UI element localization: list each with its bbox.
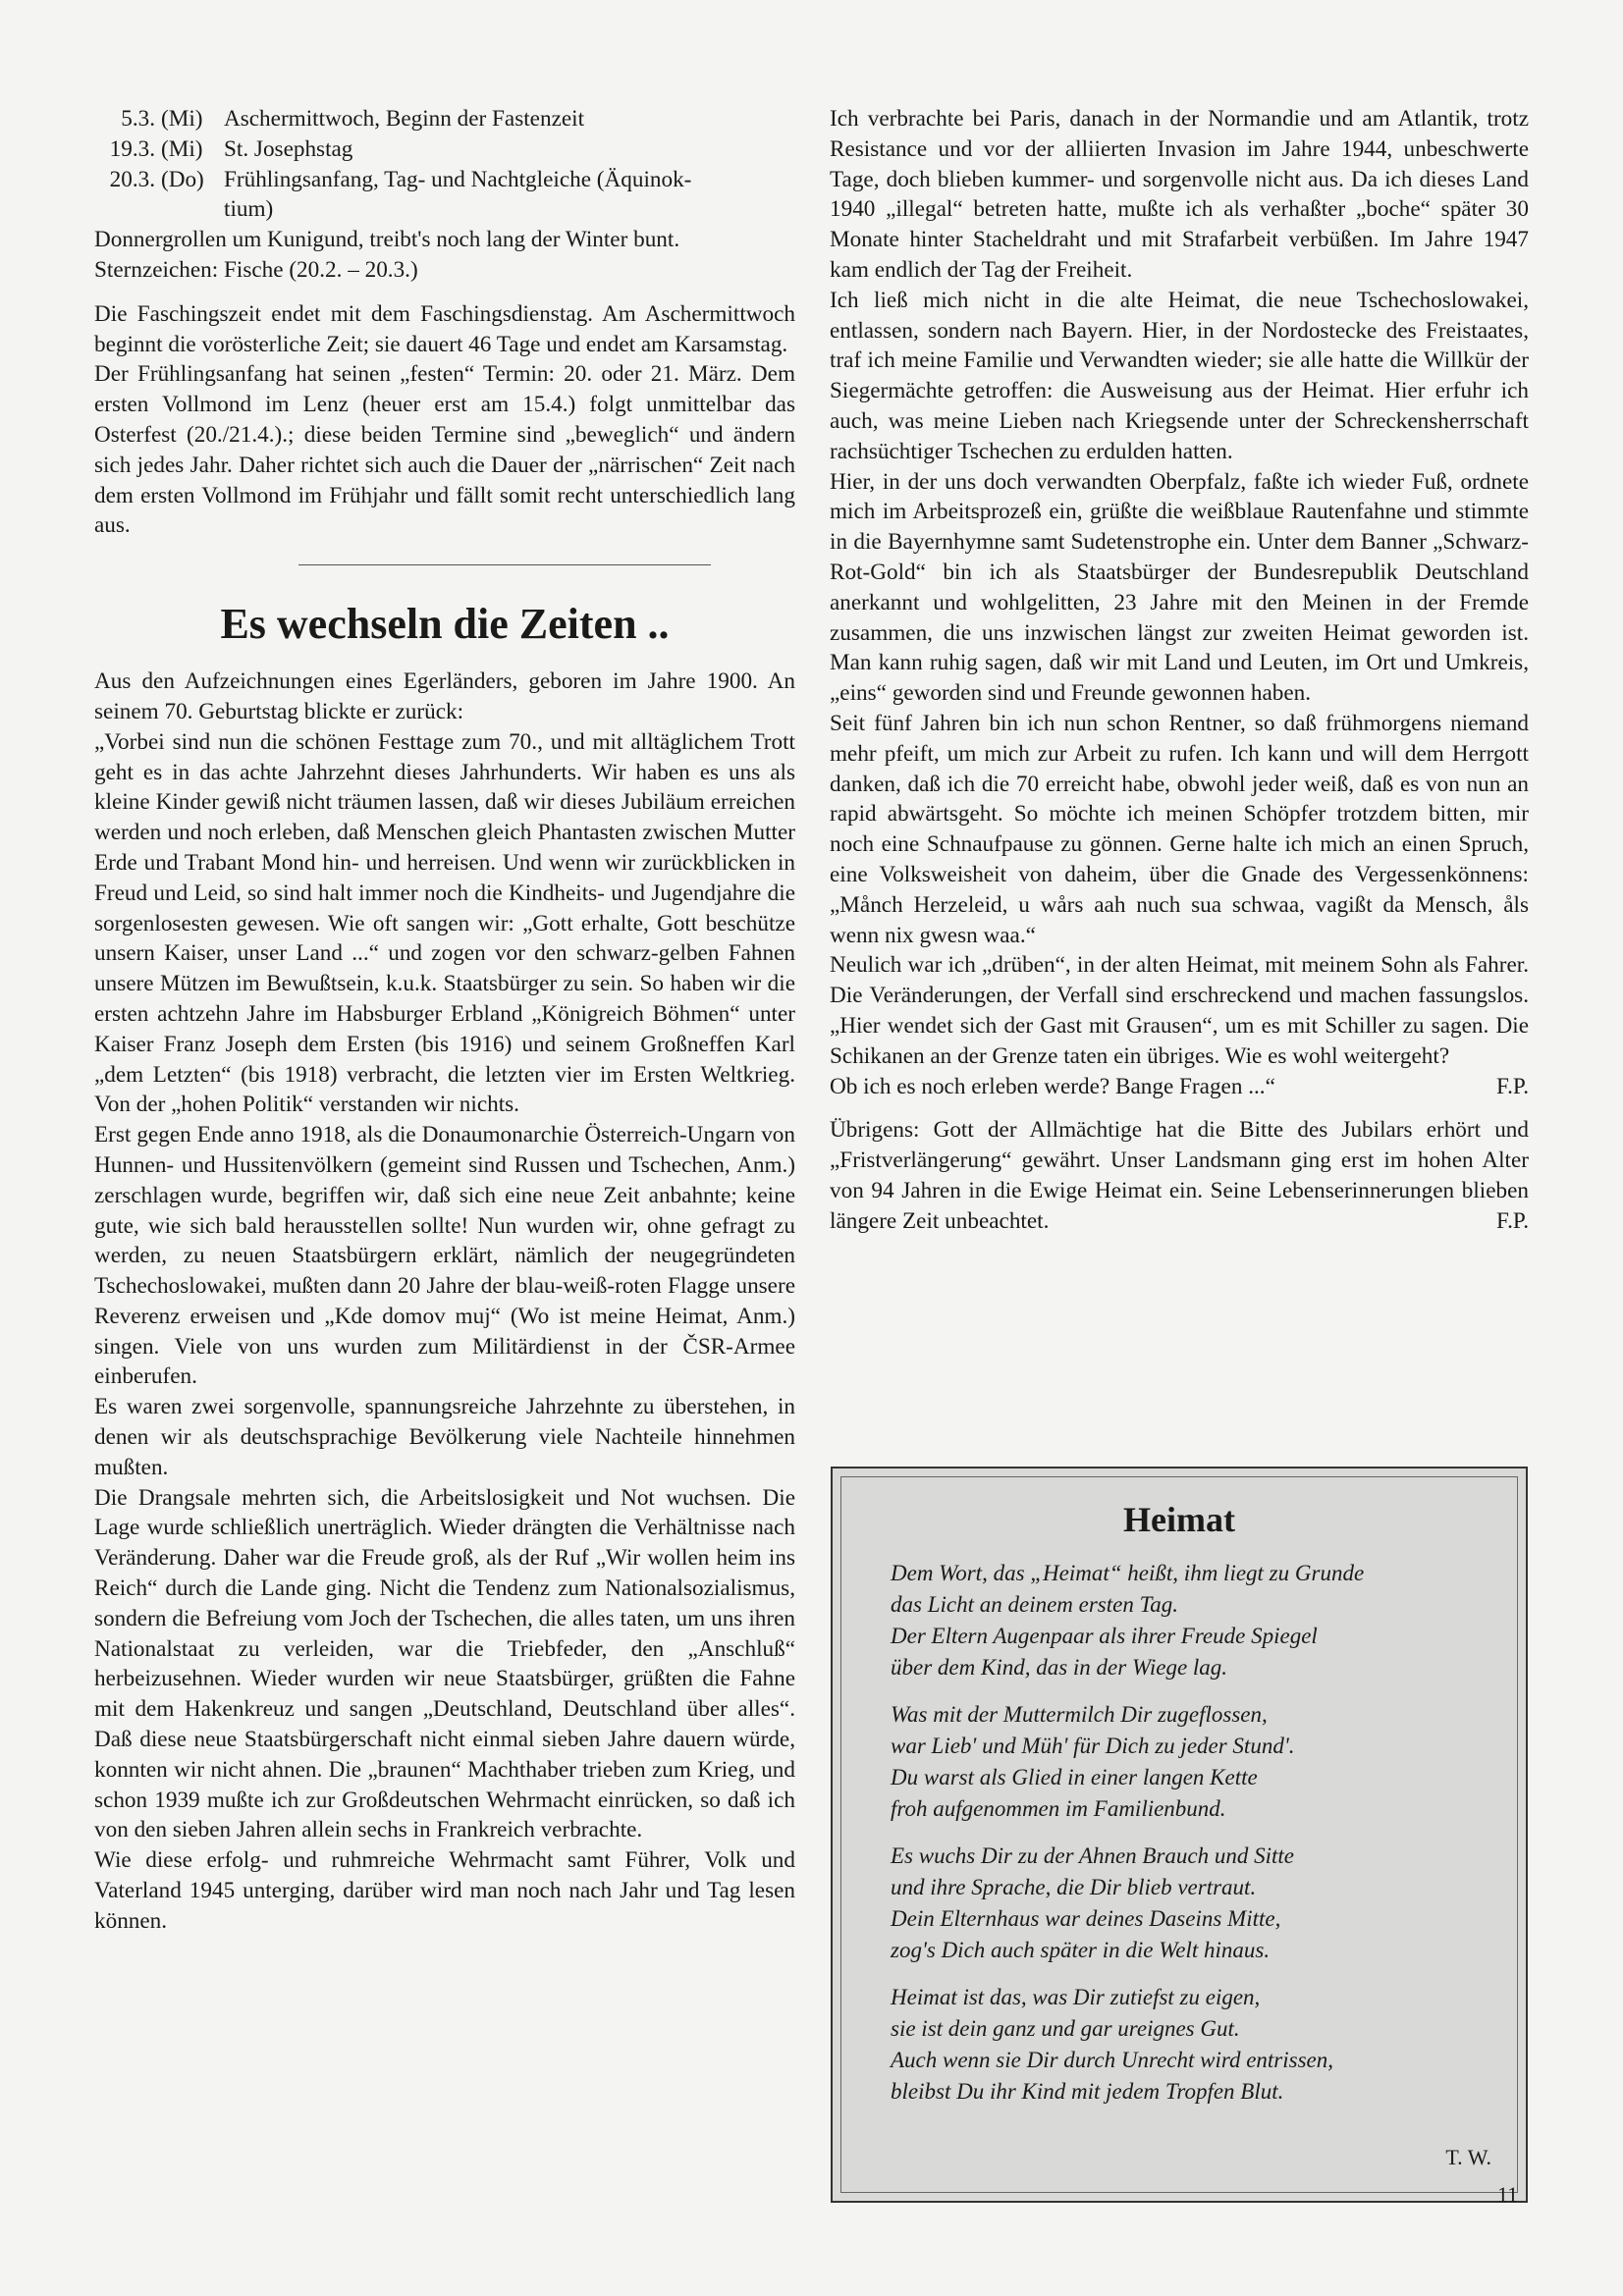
article-paragraph: Die Drangsale mehrten sich, die Arbeitslosigkeit und Not wuchsen. Die Lage wurde schließlich unerträglich. Wieder drängten die Verhältnisse nach Veränderung. Daher war die Freude groß, als der Ruf „Wir wollen heim ins Reich“ durch die Lande ging. Nicht die Tendenz zum Nationalsozialismus, sondern die Befreiung vom Joch der Tschechen, die alles taten, um uns ihren Nationalstaat zu verleiden, war die Triebfeder, den „Anschluß“ herbeizusehnen. Wieder wurden wir neue Staatsbürger, grüßten die Fahne mit dem Hakenkreuz und sangen „Deutschland, Deutschland über alles“. Daß diese neue Staatsbürgerschaft nicht einmal sieben Jahre dauern würde, konnten wir nicht ahnen. Die „braunen“ Machthaber trieben zum Krieg, und schon 1939 mußte ich zur Großdeutschen Wehrmacht einrücken, so daß ich von den sieben Jahren allein sechs in Frankreich verbrachte. (94, 1484, 795, 1843)
calendar-text: Frühlingsanfang, Tag- und Nachtgleiche (Äquinok- (224, 166, 692, 192)
calendar-date: 20.3. (109, 166, 155, 192)
article-headline: Es wechseln die Zeiten .. (220, 600, 670, 649)
weather-saying: Donnergrollen um Kunigund, treibt's noch lang der Winter bunt. (94, 227, 680, 253)
poem-line: über dem Kind, das in der Wiege lag. (891, 1655, 1228, 1680)
calendar-weekday: (Mi) (161, 135, 203, 162)
poem-line: bleibst Du ihr Kind mit jedem Tropfen Blut. (891, 2079, 1284, 2104)
article-closing-line (830, 1072, 1529, 1102)
poem-line: Dem Wort, das „Heimat“ heißt, ihm liegt zu Grunde (891, 1561, 1365, 1585)
poem-stanza (891, 1699, 1517, 1825)
calendar-entry (94, 165, 795, 195)
right-column (830, 104, 1529, 1236)
calendar-weekday: (Mi) (161, 106, 203, 132)
article-paragraph: „Vorbei sind nun die schönen Festtage zum 70., und mit alltäglichem Trott geht es in das achte Jahrzehnt dieses Jahrhunderts. Wir haben es uns als kleine Kinder gewiß nicht träumen lassen, daß wir dieses Jubiläum erreichen werden und noch erleben, daß Menschen gleich Phantasten zwischen Mutter Erde und Trabant Mond hin- und herreisen. Und wenn wir zurückblicken in Freud und Leid, so sind halt immer noch die Kindheits- und Jugendjahre die sorgenlosesten gewesen. Wie oft sangen wir: „Gott erhalte, Gott beschütze unsern Kaiser, unser Land ...“ und zogen vor den schwarz-gelben Fahnen unsere Mützen im Bewußtsein, k.u.k. Staatsbürger zu sein. So haben wir die ersten achtzehn Jahre im Habsburger Erbland „Königreich Böhmen“ unter Kaiser Franz Joseph dem Ersten (bis 1916) und seinem Großneffen Karl „dem Letzten“ (bis 1918) verbracht, die letzten vier im Ersten Weltkrieg. Von der „hohen Politik“ verstanden wir nichts. (94, 728, 795, 1118)
calendar-date: 5.3. (121, 106, 155, 132)
poem-stanza (891, 1982, 1517, 2108)
article-paragraph: Wie diese erfolg- und ruhmreiche Wehrmacht samt Führer, Volk und Vaterland 1945 unterging, darüber wird man noch nach Jahr und Tag lesen können. (94, 1847, 795, 1934)
left-column (94, 104, 795, 1937)
calendar-entry (94, 134, 795, 165)
article-paragraph: Hier, in der uns doch verwandten Oberpfalz, faßte ich wieder Fuß, ordnete mich im Arbeitsprozeß ein, grüßte die weißblaue Rautenfahne und stimmte in die Bayernhymne samt Sudetenstrophe ein. Unter dem Banner „Schwarz-Rot-Gold“ bin ich als Staatsbürger der Bundesrepublik Deutschland anerkannt und wohlgelitten, 23 Jahre mit den Meinen in der Fremde zusammen, die uns inzwischen längst zur zweiten Heimat geworden ist. Man kann ruhig sagen, daß wir mit Land und Leuten, im Ort und Umkreis, „eins“ geworden sind und Freunde gewonnen haben. (830, 468, 1529, 707)
poem-line: das Licht an deinem ersten Tag. (891, 1592, 1179, 1617)
poem-box (831, 1467, 1528, 2203)
calendar-date: 19.3. (109, 135, 155, 162)
poem-line: Der Eltern Augenpaar als ihrer Freude Spiegel (891, 1624, 1318, 1648)
calendar-entry (94, 104, 795, 134)
article-paragraph: Es waren zwei sorgenvolle, spannungsreiche Jahrzehnte zu überstehen, in denen wir als deutschsprachige Bevölkerung viele Nachteile hinnehmen mußten. (94, 1394, 795, 1480)
poem-line: und ihre Sprache, die Dir blieb vertraut. (891, 1875, 1257, 1899)
poem-body (891, 1558, 1517, 2108)
poem-box-frame (840, 1476, 1518, 2193)
article-paragraph: Ich ließ mich nicht in die alte Heimat, die neue Tschechoslowakei, entlassen, sondern nach Bayern. Hier, in der Nordostecke des Freistaates, traf ich meine Familie und Verwandten wieder; sie alle hatte die Willkür der Siegermächte getroffen: die Ausweisung aus der Heimat. Hier erfuhr ich auch, was meine Lieben nach Kriegsende unter der Schreckensherrschaft rachsüchtiger Tschechen zu erdulden hatten. (830, 287, 1529, 464)
poem-line: Es wuchs Dir zu der Ahnen Brauch und Sitte (891, 1843, 1294, 1868)
calendar-weekday: (Do) (161, 166, 204, 192)
author-initials: F.P. (1496, 1207, 1529, 1234)
article-paragraph: Erst gegen Ende anno 1918, als die Donaumonarchie Österreich-Ungarn von Hunnen- und Hussitenvölkern (gemeint sind Russen und Tschechen, Anm.) zerschlagen wurde, begriffen wir, daß sich eine neue Zeit anbahnte; keine gute, wie sich bald herausstellen sollte! Nun wurden wir, ohne gefragt zu werden, zu neuen Staatsbürgern erklärt, nämlich der neugegründeten Tschechoslowakei, mußten dann 20 Jahre der blau-weiß-roten Flagge unsere Reverenz erweisen und „Kde domov muj“ (Wo ist meine Heimat, Anm.) singen. Viele von uns wurden zum Militärdienst in der ČSR-Armee einberufen. (94, 1122, 795, 1390)
calendar-continuation: tium) (224, 196, 274, 223)
poem-line: war Lieb' und Müh' für Dich zu jeder Stund'. (891, 1734, 1295, 1758)
postscript-text: Übrigens: Gott der Allmächtige hat die Bitte des Jubilars erhört und „Fristverlängerung“ gewährt. Unser Landsmann ging erst im hohen Alter von 94 Jahren in die Ewige Heimat ein. Seine Lebenserinnerungen blieben längere Zeit unbeachtet. (830, 1117, 1529, 1234)
paragraph-fasching: Die Faschingszeit endet mit dem Faschingsdienstag. Am Aschermittwoch beginnt die vorösterliche Zeit; sie dauert 46 Tage und endet am Karsamstag. (94, 300, 795, 357)
poem-line: Was mit der Muttermilch Dir zugeflossen, (891, 1702, 1268, 1727)
postscript-paragraph (830, 1115, 1529, 1236)
poem-line: froh aufgenommen im Familienbund. (891, 1796, 1226, 1821)
poem-line: Du warst als Glied in einer langen Kette (891, 1765, 1258, 1789)
closing-question: Ob ich es noch erleben werde? Bange Fragen ...“ (830, 1073, 1275, 1099)
section-divider (298, 564, 711, 565)
calendar-text: St. Josephstag (224, 135, 353, 162)
poem-title: Heimat (1123, 1500, 1235, 1539)
poem-line: zog's Dich auch später in die Welt hinaus. (891, 1938, 1271, 1962)
zodiac-line: Sternzeichen: Fische (20.2. – 20.3.) (94, 256, 418, 283)
poem-author: T. W. (1445, 2145, 1491, 2169)
author-initials: F.P. (1496, 1073, 1529, 1099)
poem-stanza (891, 1558, 1517, 1683)
calendar-text: Aschermittwoch, Beginn der Fastenzeit (224, 106, 585, 132)
article-paragraph: Neulich war ich „drüben“, in der alten Heimat, mit meinem Sohn als Fahrer. Die Veränderungen, der Verfall sind erschreckend und machen fassungslos. „Hier wendet sich der Gast mit Grausen“, um es mit Schiller zu sagen. Die Schikanen an der Grenze taten ein übriges. Wie es wohl weitergeht? (830, 952, 1529, 1069)
paragraph-fruehling: Der Frühlingsanfang hat seinen „festen“ Termin: 20. oder 21. März. Dem ersten Vollmond im Lenz (heuer erst am 15.4.) folgt unmittelbar das Osterfest (20./21.4.).; diese beiden Termine sind „beweglich“ und ändern sich jedes Jahr. Daher richtet sich auch die Dauer der „närrischen“ Zeit nach dem ersten Vollmond im Frühjahr und fällt somit recht unterschiedlich lang aus. (94, 361, 795, 539)
poem-line: Dein Elternhaus war deines Daseins Mitte, (891, 1906, 1281, 1931)
article-paragraph: Ich verbrachte bei Paris, danach in der Normandie und am Atlantik, trotz Resistance und vor der alliierten Invasion im Jahre 1944, unbeschwerte Tage, doch blieben kummer- und sorgenvolle nicht aus. Da ich dieses Land 1940 „illegal“ betreten hatte, mußte ich als verhaßter „boche“ später 30 Monate hinter Stacheldraht und mit Strafarbeit verbüßen. Im Jahre 1947 kam endlich der Tag der Freiheit. (830, 106, 1529, 283)
article-paragraph: Seit fünf Jahren bin ich nun schon Rentner, so daß frühmorgens niemand mehr pfeift, um mich zur Arbeit zu rufen. Ich kann und will dem Herrgott danken, daß ich die 70 erreicht habe, obwohl jeder weiß, daß es von nun an rapid abwärtsgeht. So möchte ich meinen Schöpfer trotzdem bitten, mir noch eine Schnaufpause zu gönnen. Gerne halte ich mich an einen Spruch, eine Volksweisheit von daheim, über die Gnade des Vergessenkönnens: „Månch Herzeleid, u wårs aah nuch sua schwaa, vagißt da Mensch, åls wenn nix gwesn waa.“ (830, 710, 1529, 948)
article-paragraph: Aus den Aufzeichnungen eines Egerländers, geboren im Jahre 1900. An seinem 70. Geburtstag blickte er zurück: (94, 668, 795, 724)
poem-line: Heimat ist das, was Dir zutiefst zu eigen, (891, 1985, 1261, 2009)
poem-stanza (891, 1841, 1517, 1966)
poem-line: sie ist dein ganz und gar ureignes Gut. (891, 2016, 1240, 2041)
page-number: 11 (1497, 2182, 1519, 2207)
poem-line: Auch wenn sie Dir durch Unrecht wird entrissen, (891, 2048, 1334, 2072)
